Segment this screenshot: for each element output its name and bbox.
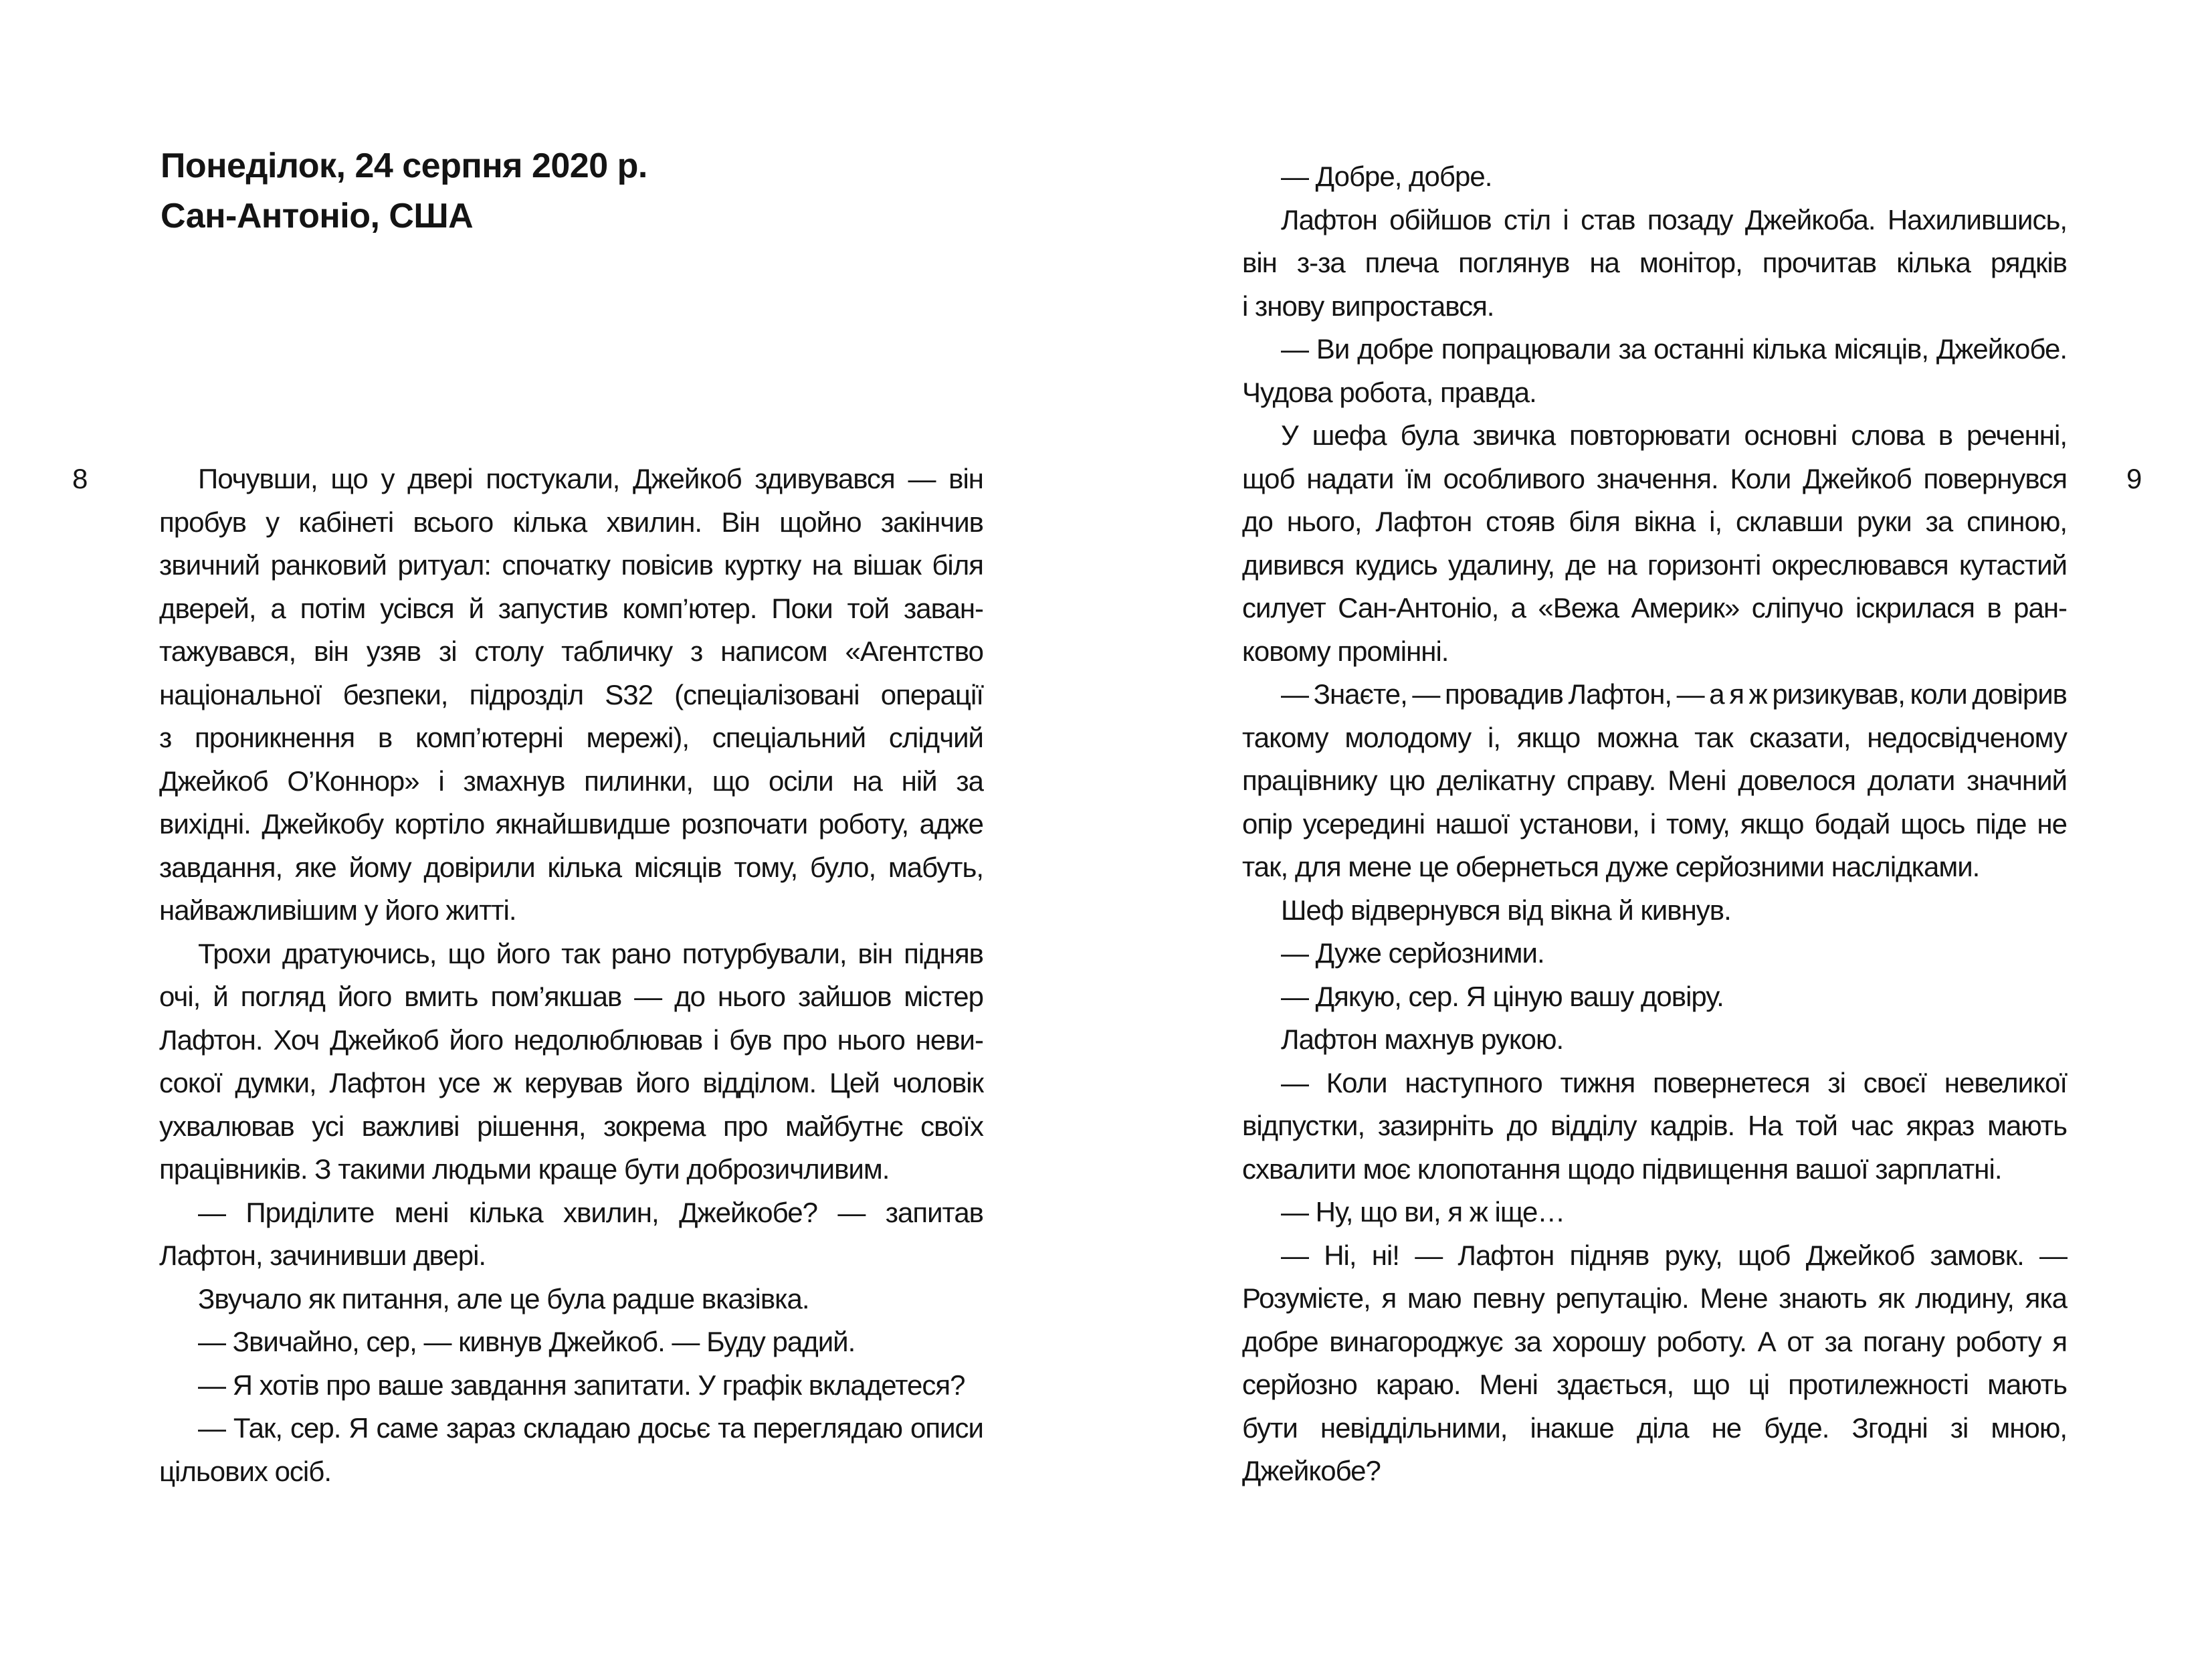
text-line-content: — Ви добре попрацювали за останні кілька місяців, Джейкобе. — [1281, 333, 2067, 365]
text-line-content: Розумієте, я маю певну репутацію. Мене знають як людину, яка — [1242, 1282, 2067, 1314]
text-line-content: — Так, сер. Я саме зараз складаю досьє та переглядаю описи — [198, 1412, 983, 1444]
text-line — [1242, 155, 2067, 199]
text-line-content: відпустки, зазирніть до відділу кадрів. На той час якраз мають — [1242, 1110, 2067, 1141]
text-line-content: так, для мене це обернеться дуже серйозними наслідками. — [1242, 851, 1980, 882]
text-line — [159, 803, 983, 846]
text-line — [1242, 1450, 2067, 1493]
text-line-content: — Ну, що ви, я ж іще… — [1281, 1196, 1565, 1228]
text-line-content: Лафтон махнув рукою. — [1281, 1023, 1564, 1055]
text-line — [1242, 630, 2067, 674]
text-line — [159, 1364, 983, 1407]
text-line — [1242, 1104, 2067, 1148]
text-line — [159, 846, 983, 890]
text-line-content: працівнику цю делікатну справу. Мені довелося долати значний — [1242, 765, 2067, 796]
text-line-content: дивився кудись удалину, де на горизонті окреслювався кутастий — [1242, 549, 2067, 581]
text-line — [1242, 1148, 2067, 1191]
text-line — [1242, 587, 2067, 630]
text-line — [159, 1019, 983, 1062]
text-line-content: працівників. З такими людьми краще бути доброзичливим. — [159, 1153, 890, 1185]
text-line — [159, 760, 983, 803]
text-line — [1242, 1321, 2067, 1364]
text-line — [1242, 500, 2067, 544]
text-line-content: Лафтон обійшов стіл і став позаду Джейкоба. Нахилившись, — [1281, 203, 2067, 235]
text-line-content: Лафтон. Хоч Джейкоб його недолюблював і був про нього неви- — [159, 1023, 983, 1056]
text-line-content: сокої думки, Лафтон усе ж керував його відділом. Цей чоловік — [159, 1067, 983, 1098]
text-line-content: — Знаєте, — провадив Лафтон, — а я ж ризикував, коли довірив — [1281, 678, 2067, 710]
text-line-content: очі, й погляд його вмить пом’якшав — до нього зайшов містер — [159, 981, 983, 1012]
text-line — [1242, 932, 2067, 975]
text-line — [159, 674, 983, 717]
text-line-content: — Я хотів про ваше завдання запитати. У графік вкладетеся? — [198, 1369, 965, 1401]
text-line — [1242, 759, 2067, 803]
text-line-content: — Приділите мені кілька хвилин, Джейкобе? — запитав — [198, 1196, 983, 1228]
text-line — [159, 1407, 983, 1450]
text-line-content: силует Сан-Антоніо, а «Вежа Америк» сліпучо іскрилася в ран- — [1242, 592, 2067, 623]
text-line — [159, 1105, 983, 1149]
text-line-content: — Дуже серйозними. — [1281, 937, 1544, 969]
text-line-content: вихідні. Джейкобу кортіло якнайшвидше розпочати роботу, адже — [159, 808, 983, 840]
text-line — [1242, 199, 2067, 242]
text-line-content: У шефа була звичка повторювати основні слова в реченні, — [1281, 419, 2067, 451]
page-number-left: 8 — [72, 463, 88, 494]
text-line-content: Звучало як питання, але це була радше вказівка. — [198, 1282, 809, 1314]
text-line-content: Почувши, що у двері постукали, Джейкоб здивувався — він — [198, 463, 983, 494]
text-line — [1242, 544, 2067, 587]
text-line — [159, 1234, 983, 1278]
text-line-content: пробув у кабінеті всього кілька хвилин. Він щойно закінчив — [159, 506, 983, 538]
text-line-content: ковому промінні. — [1242, 635, 1449, 667]
text-line-content: цільових осіб. — [159, 1455, 331, 1487]
text-line-content: — Дякую, сер. Я ціную вашу довіру. — [1281, 980, 1724, 1012]
text-line — [159, 1321, 983, 1364]
chapter-header-line-1: Понеділок, 24 серпня 2020 р. — [161, 147, 647, 185]
text-line — [1242, 241, 2067, 285]
text-line — [159, 544, 983, 587]
text-line-content: Джейкобе? — [1242, 1455, 1381, 1486]
text-line-content: добре винагороджує за хорошу роботу. А от за погану роботу я — [1242, 1325, 2067, 1357]
text-line — [1242, 716, 2067, 760]
text-line-content: Чудова робота, правда. — [1242, 376, 1536, 408]
text-line-content: він з-за плеча поглянув на монітор, прочитав кілька рядків — [1242, 247, 2067, 278]
page-number-right: 9 — [2126, 463, 2142, 494]
chapter-header-line-2: Сан-Антоніо, США — [161, 197, 474, 235]
text-line-content: — Ні, ні! — Лафтон підняв руку, щоб Джейкоб замовк. — — [1281, 1239, 2067, 1271]
text-line-content: з проникнення в комп’ютерні мережі), спеціальний слідчий — [159, 722, 983, 753]
text-line — [159, 1148, 983, 1191]
text-line-content: Лафтон, зачинивши двері. — [159, 1240, 486, 1271]
text-line-content: тажувався, він узяв зі столу табличку з написом «Агентство — [159, 636, 983, 667]
text-line — [159, 1062, 983, 1105]
text-line — [1242, 1277, 2067, 1321]
text-line — [1242, 975, 2067, 1019]
text-line — [159, 1191, 983, 1235]
text-line — [1242, 1062, 2067, 1105]
text-line — [1242, 673, 2067, 716]
text-line — [159, 975, 983, 1019]
chapter-header — [161, 141, 985, 241]
text-line-content: схвалити моє клопотання щодо підвищення вашої зарплатні. — [1242, 1153, 2002, 1185]
text-line-content: до нього, Лафтон стояв біля вікна і, склавши руки за спиною, — [1242, 506, 2067, 537]
text-line — [159, 1450, 983, 1494]
text-line-content: національної безпеки, підрозділ S32 (спеціалізовані операції — [159, 678, 983, 710]
text-line-content: бути невіддільними, інакше діла не буде. Згодні зі мною, — [1242, 1411, 2067, 1444]
text-line-content: щоб надати їм особливого значення. Коли Джейкоб повернувся — [1242, 462, 2067, 494]
text-line-content: дверей, а потім усівся й запустив комп’ютер. Поки той заван- — [159, 592, 983, 624]
text-line-content: Трохи дратуючись, що його так рано потурбували, він підняв — [198, 937, 983, 969]
text-line-content: завдання, яке йому довірили кілька місяців тому, було, мабуть, — [159, 851, 983, 883]
text-line-content: Шеф відвернувся від вікна й кивнув. — [1281, 894, 1731, 926]
text-line-content: такому молодому і, якщо можна так сказати, недосвідченому — [1242, 721, 2067, 753]
text-line — [1242, 285, 2067, 328]
text-line — [1242, 1018, 2067, 1062]
text-line — [159, 587, 983, 631]
text-line — [1242, 1407, 2067, 1450]
body-text-right — [1242, 155, 2067, 1493]
text-line-content: — Коли наступного тижня повернетеся зі своєї невеликої — [1281, 1066, 2067, 1098]
text-line — [1242, 458, 2067, 501]
text-line — [159, 501, 983, 545]
text-line-content: Джейкоб О’Коннор» і змахнув пилинки, що осіли на ній за — [159, 765, 983, 797]
text-line-content: — Добре, добре. — [1281, 161, 1492, 192]
text-line — [1242, 1234, 2067, 1278]
text-line — [1242, 803, 2067, 846]
text-line — [1242, 371, 2067, 415]
body-text-left — [159, 458, 983, 1493]
text-line — [1242, 1191, 2067, 1234]
text-line — [159, 889, 983, 933]
text-line-content: серйозно караю. Мені здається, що ці протилежності мають — [1242, 1369, 2067, 1400]
text-line — [1242, 846, 2067, 889]
text-line-content: звичний ранковий ритуал: спочатку повісив куртку на вішак біля — [159, 549, 983, 581]
text-line — [159, 716, 983, 760]
text-line — [159, 933, 983, 976]
text-line-content: опір усередині нашої установи, і тому, якщо бодай щось піде не — [1242, 807, 2067, 840]
text-line — [159, 1278, 983, 1321]
text-line — [1242, 414, 2067, 458]
text-line — [1242, 889, 2067, 933]
text-line — [1242, 1363, 2067, 1407]
text-line-content: — Звичайно, сер, — кивнув Джейкоб. — Буду радий. — [198, 1326, 856, 1357]
text-line-content: найважливішим у його житті. — [159, 894, 516, 926]
text-line — [159, 630, 983, 674]
text-line-content: ухвалював усі важливі рішення, зокрема про майбутнє своїх — [159, 1110, 983, 1142]
text-line — [159, 458, 983, 501]
text-line — [1242, 328, 2067, 371]
text-line-content: і знову випростався. — [1242, 290, 1494, 322]
